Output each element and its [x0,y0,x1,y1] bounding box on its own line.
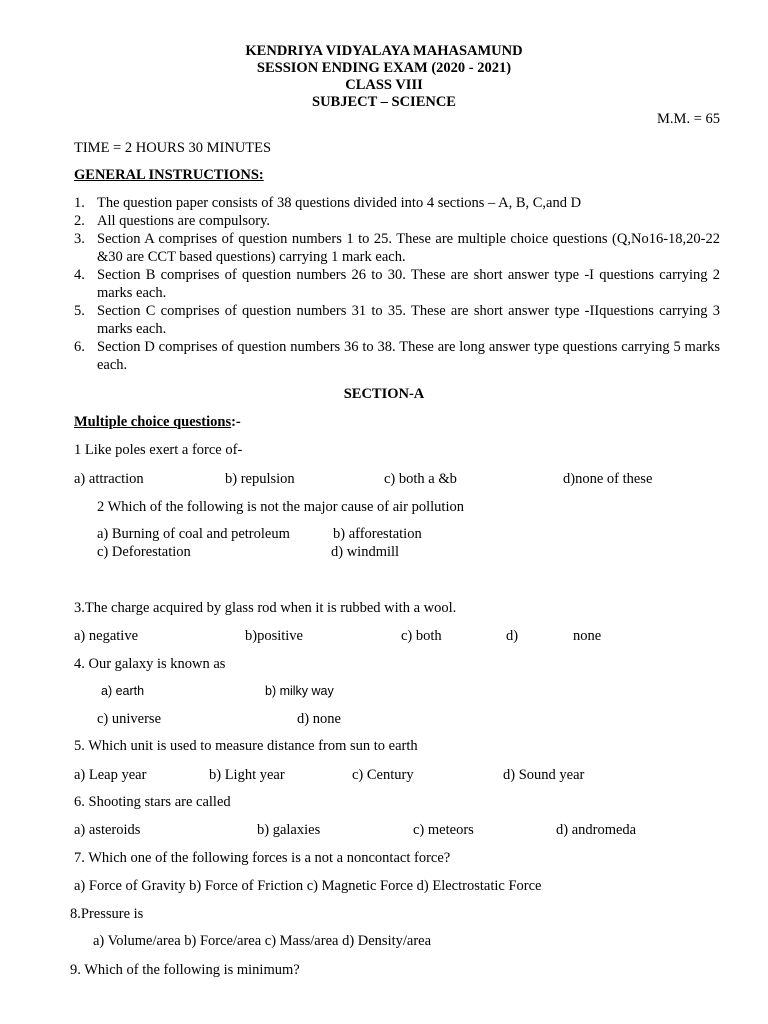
instruction-number: 6. [74,339,85,355]
question-6: 6. Shooting stars are called [74,794,231,810]
subject-title: SUBJECT – SCIENCE [312,94,456,110]
instruction-number: 5. [74,303,85,319]
instructions-title: GENERAL INSTRUCTIONS: [74,167,264,183]
instruction-text: Section A comprises of question numbers 1 to 25. These are multiple choice questions (Q,No16-18,20-22 &30 are CCT based questions) carrying 1 mark each. [97,231,720,265]
q4-option-d: d) none [297,711,341,727]
instruction-text: Section C comprises of question numbers 31 to 35. These are short answer type -IIquestions carrying 3 marks each. [97,303,720,337]
question-1: 1 Like poles exert a force of- [74,442,243,458]
q1-option-b: b) repulsion [225,471,295,487]
q5-option-b: b) Light year [209,767,285,783]
q3-option-d: none [573,628,602,644]
max-marks: M.M. = 65 [657,111,720,127]
q3-option-b: b)positive [245,628,303,644]
q5-option-d: d) Sound year [503,767,585,783]
school-name: KENDRIYA VIDYALAYA MAHASAMUND [245,43,523,59]
q6-option-d: d) andromeda [556,822,637,838]
question-5: 5. Which unit is used to measure distance from sun to earth [74,738,418,754]
question-3: 3.The charge acquired by glass rod when it is rubbed with a wool. [74,600,457,616]
q2-option-b: b) afforestation [333,526,422,542]
mcq-label: Multiple choice questions [74,414,232,430]
instruction-item [74,302,720,338]
question-9: 9. Which of the following is minimum? [70,962,300,978]
class-title: CLASS VIII [345,77,423,93]
q6-option-c: c) meteors [413,822,474,838]
instruction-item [74,212,720,230]
question-8: 8.Pressure is [70,906,144,922]
mcq-suffix: :- [231,414,241,430]
instruction-text: Section B comprises of question numbers 26 to 30. These are short answer type -I questions carrying 2 marks each. [97,267,720,301]
q8-options: a) Volume/area b) Force/area c) Mass/area d) Density/area [93,933,432,949]
q1-option-c: c) both a &b [384,471,457,487]
q1-option-d: d)none of these [563,471,653,487]
q3-option-c: c) both [401,628,442,644]
mcq-heading [74,413,241,431]
q4-option-c: c) universe [97,711,162,727]
q1-option-a: a) attraction [74,471,144,487]
instruction-item [74,266,720,302]
q3-option-d-label: d) [506,628,519,644]
instruction-text: All questions are compulsory. [97,213,271,229]
instruction-item [74,230,720,266]
q6-option-b: b) galaxies [257,822,321,838]
exam-title: SESSION ENDING EXAM (2020 - 2021) [256,60,512,76]
instruction-number: 2. [74,213,85,229]
question-2: 2 Which of the following is not the major cause of air pollution [97,499,464,515]
question-7: 7. Which one of the following forces is a not a noncontact force? [74,850,451,866]
q4-option-a: a) earth [101,684,145,698]
instruction-number: 4. [74,267,85,283]
q4-option-b: b) milky way [265,684,334,698]
instruction-item [74,338,720,374]
question-4: 4. Our galaxy is known as [74,656,226,672]
q3-option-a: a) negative [74,628,139,644]
instruction-text: Section D comprises of question numbers 36 to 38. These are long answer type questions carrying 5 marks each. [97,339,720,373]
instruction-number: 3. [74,231,85,247]
time-allowed: TIME = 2 HOURS 30 MINUTES [74,140,272,156]
q5-option-c: c) Century [352,767,414,783]
q5-option-a: a) Leap year [74,767,147,783]
q2-option-d: d) windmill [331,544,400,560]
section-a-title: SECTION-A [343,386,425,402]
q7-options: a) Force of Gravity b) Force of Friction c) Magnetic Force d) Electrostatic Force [74,878,542,894]
q6-option-a: a) asteroids [74,822,141,838]
q2-option-a: a) Burning of coal and petroleum [97,526,290,542]
instruction-text: The question paper consists of 38 questions divided into 4 sections – A, B, C,and D [97,195,582,211]
q2-option-c: c) Deforestation [97,544,191,560]
instruction-item [74,194,720,212]
instruction-number: 1. [74,195,85,211]
